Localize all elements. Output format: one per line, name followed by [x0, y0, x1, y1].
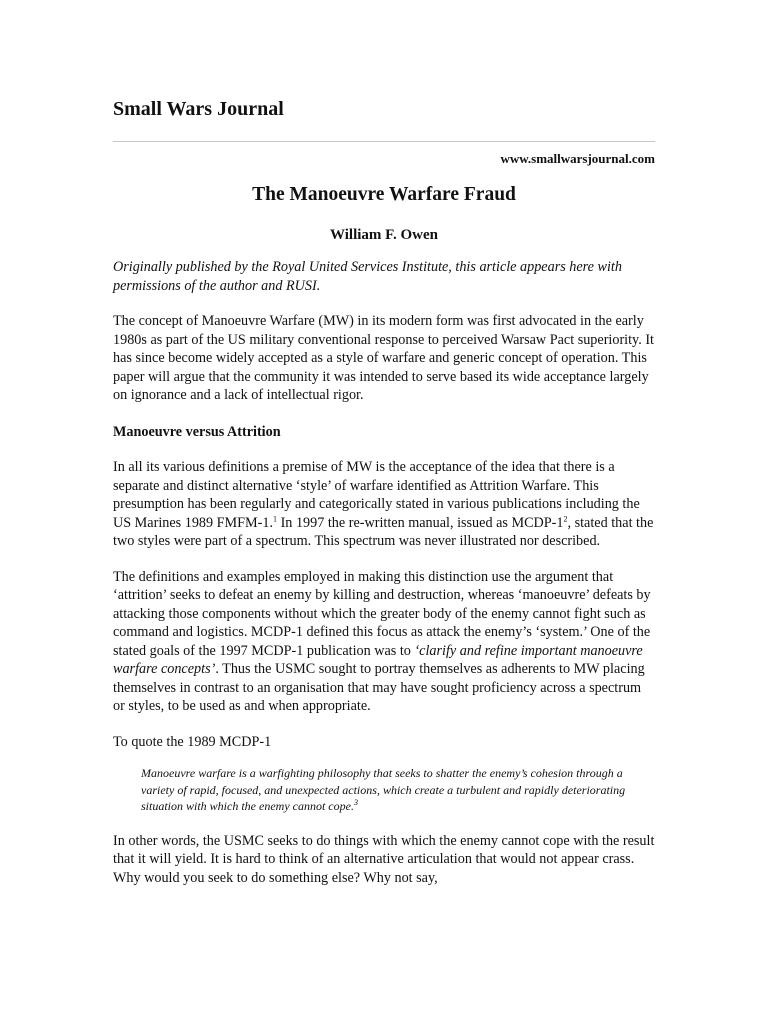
paragraph-definitions: [113, 568, 655, 716]
document-page: [113, 96, 655, 887]
paragraph-conclusion: In other words, the USMC seeks to do things with which the enemy cannot cope with the result that it will yield. It is hard to think of an alternative articulation that would not appear crass. Why would you seek to do something else? Why not say,: [113, 832, 655, 886]
paragraph-text: . Thus the USMC sought to portray themselves as adherents to MW placing themselves in contrast to an organisation that may have sought proficiency across a spectrum or styles, to be used as and when appropriate.: [113, 661, 645, 714]
paragraph-intro: The concept of Manoeuvre Warfare (MW) in its modern form was first advocated in the early 1980s as part of the US military conventional response to perceived Warsaw Pact superiority. It has since become widely accepted as a style of warfare and generic concept of operation. This paper will argue that the community it was intended to serve based its wide acceptance largely on ignorance and a lack of intellectual rigor.: [113, 313, 654, 403]
paragraph-quote-intro: To quote the 1989 MCDP-1: [113, 733, 272, 750]
publication-note: Originally published by the Royal United Services Institute, this article appears here with permissions of the author and RUSI.: [113, 259, 622, 294]
quote-text: Manoeuvre warfare is a warfighting philosophy that seeks to shatter the enemy’s cohesion through a variety of rapid, focused, and unexpected actions, which create a turbulent and rapidly deteriorating situation with which the enemy cannot cope.: [141, 766, 626, 813]
article-author: William F. Owen: [330, 227, 438, 243]
paragraph-text: In all its various definitions a premise of MW is the acceptance of the idea that there is a separate and distinct alternative ‘style’ of warfare identified as Attrition Warfare. This presumption has been regularly and categorically stated in various publications including the US Marines 1989 FMFM-1.: [113, 459, 640, 531]
block-quote: [141, 765, 655, 815]
journal-url[interactable]: www.smallwarsjournal.com: [500, 151, 655, 166]
footnote-marker[interactable]: 3: [353, 798, 358, 807]
header-divider: [113, 141, 655, 142]
article-title: The Manoeuvre Warfare Fraud: [252, 184, 516, 205]
journal-title: Small Wars Journal: [113, 98, 284, 120]
quoted-goal: ‘clarify and refine important manoeuvre warfare concepts’: [113, 642, 643, 677]
paragraph-text: The definitions and examples employed in making this distinction use the argument that ‘attrition’ seeks to defeat an enemy by killing and destruction, whereas ‘manoeuvre’ defeats by attacking those components without which the greater body of the enemy cannot fight such as command and logistics. MCDP-1 defined this focus as attack the enemy’s ‘system.’ One of the stated goals of the 1997 MCDP-1 publication was to: [113, 568, 651, 659]
section-heading: Manoeuvre versus Attrition: [113, 423, 281, 440]
paragraph-attrition: [113, 458, 655, 551]
footnote-marker[interactable]: 2: [563, 513, 568, 523]
footnote-marker[interactable]: 1: [273, 513, 278, 523]
paragraph-text: , stated that the two styles were part of a spectrum. This spectrum was never illustrated nor described.: [113, 514, 654, 549]
paragraph-text: In 1997 the re-written manual, issued as MCDP-1: [277, 514, 564, 531]
